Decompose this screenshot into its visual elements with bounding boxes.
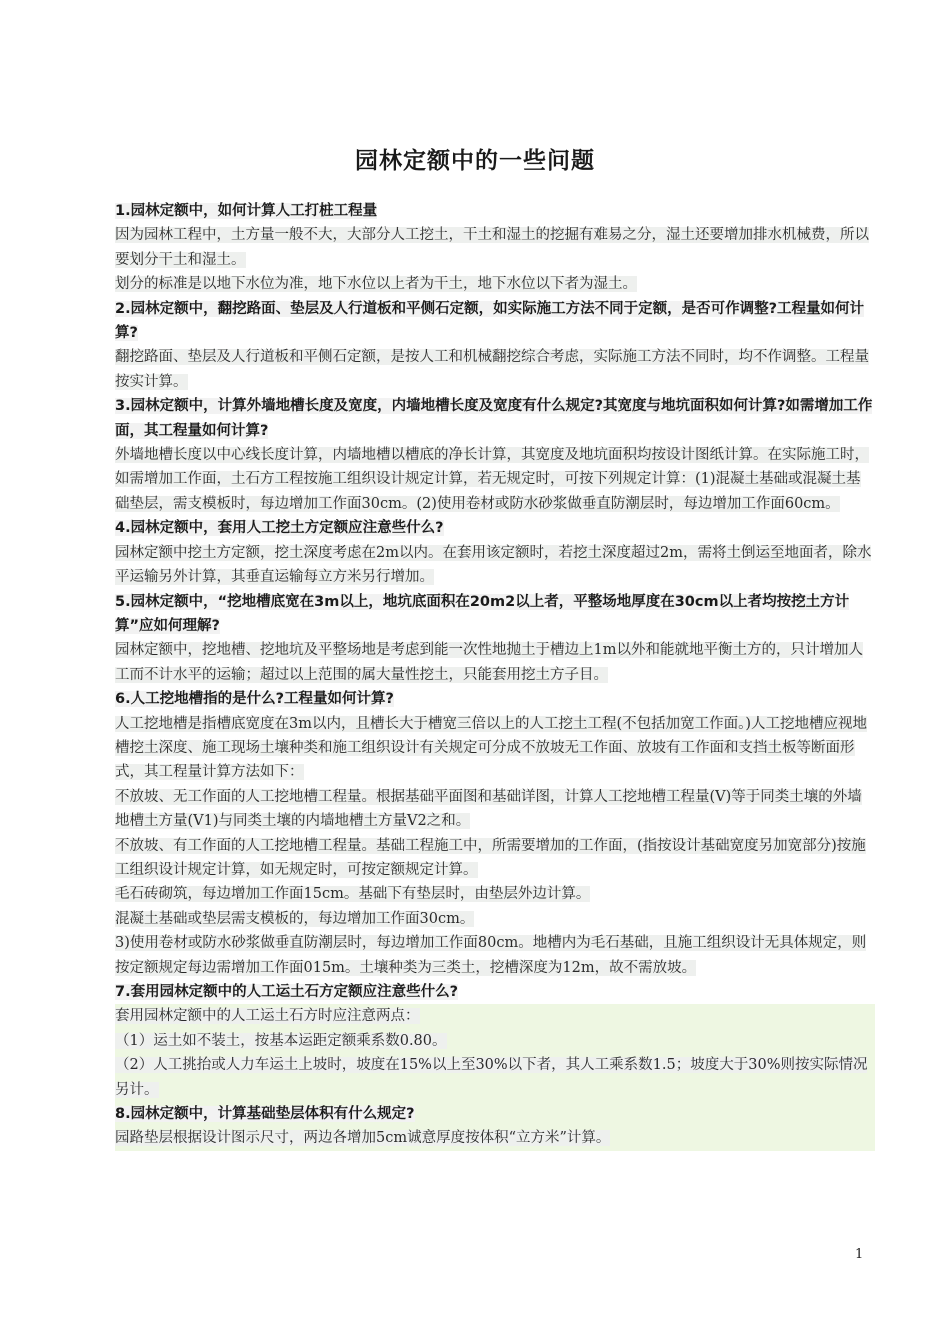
page-number: 1 bbox=[855, 1247, 864, 1262]
question-heading bbox=[115, 687, 875, 711]
question-heading bbox=[115, 199, 875, 223]
answer-paragraph bbox=[115, 931, 875, 980]
answer-paragraph bbox=[115, 1126, 875, 1150]
answer-text: 因为园林工程中，土方量一般不大，大部分人工挖土，干土和湿土的挖掘有难易之分，湿土还要增加排水机械费，所以要划分干土和湿土。 bbox=[115, 227, 869, 268]
document-body bbox=[115, 199, 875, 1151]
question-text: 3.园林定额中，计算外墙地槽长度及宽度，内墙地槽长度及宽度有什么规定?其宽度与地坑面积如何计算?如需增加工作面，其工程量如何计算? bbox=[115, 398, 873, 439]
answer-paragraph bbox=[115, 272, 875, 296]
question-text: 1.园林定额中，如何计算人工打桩工程量 bbox=[115, 203, 378, 219]
question-heading bbox=[115, 980, 875, 1004]
question-heading bbox=[115, 394, 875, 443]
question-text: 8.园林定额中，计算基础垫层体积有什么规定? bbox=[115, 1106, 415, 1123]
answer-text: 套用园林定额中的人工运土石方时应注意两点： bbox=[115, 1008, 420, 1025]
question-heading bbox=[115, 590, 875, 639]
answer-text: 园路垫层根据设计图示尺寸，两边各增加5cm诚意厚度按体积“立方米”计算。 bbox=[115, 1130, 611, 1147]
answer-text: 3)使用卷材或防水砂浆做垂直防潮层时，每边增加工作面80cm。地槽内为毛石基础，且施工组织设计无具体规定，则按定额规定每边需增加工作面015m。土壤种类为三类土，挖槽深度为12m，故不需放坡。 bbox=[115, 935, 867, 976]
answer-text: 园林定额中挖土方定额，挖土深度考虑在2m以内。在套用该定额时，若挖土深度超过2m，需将土倒运至地面者，除水平运输另外计算，其垂直运输每立方米另行增加。 bbox=[115, 544, 872, 586]
question-text: 6.人工挖地槽指的是什么?工程量如何计算? bbox=[115, 691, 394, 708]
answer-paragraph bbox=[115, 712, 875, 785]
answer-paragraph bbox=[115, 1053, 875, 1102]
answer-paragraph bbox=[115, 785, 875, 834]
question-text: 7.套用园林定额中的人工运土石方定额应注意些什么? bbox=[115, 984, 459, 1000]
question-heading bbox=[115, 1102, 875, 1126]
answer-text: 外墙地槽长度以中心线长度计算，内墙地槽以槽底的净长计算，其宽度及地坑面积均按设计图纸计算。在实际施工时，如需增加工作面，土石方工程按施工组织设计规定计算，若无规定时，可按下列规定计算：(1)混凝土基础或混凝土基础垫层，需支模板时，每边增加工作面30cm。(2)使用卷材或防水砂浆做垂直防潮层时，每边增加工作面60cm。 bbox=[115, 447, 869, 512]
answer-paragraph bbox=[115, 443, 875, 516]
question-text: 2.园林定额中，翻挖路面、垫层及人行道板和平侧石定额，如实际施工方法不同于定额，是否可作调整?工程量如何计算? bbox=[115, 300, 865, 342]
answer-paragraph bbox=[115, 882, 875, 906]
answer-text: 混凝土基础或垫层需支模板的，每边增加工作面30cm。 bbox=[115, 910, 475, 927]
question-heading bbox=[115, 516, 875, 540]
answer-text: （2）人工挑抬或人力车运土上坡时，坡度在15%以上至30%以下者，其人工乘系数1.5；坡度大于30%则按实际情况另计。 bbox=[115, 1057, 868, 1098]
question-text: 5.园林定额中，“挖地槽底宽在3m以上，地坑底面积在20m2以上者，平整场地厚度在30cm以上者均按挖土方计算”应如何理解? bbox=[115, 593, 850, 634]
answer-paragraph bbox=[115, 223, 875, 272]
answer-paragraph bbox=[115, 638, 875, 687]
answer-paragraph bbox=[115, 541, 875, 590]
answer-text: 毛石砖砌筑，每边增加工作面15cm。基础下有垫层时，由垫层外边计算。 bbox=[115, 886, 591, 903]
answer-text: （1）运土如不装土，按基本运距定额乘系数0.80。 bbox=[115, 1032, 447, 1049]
answer-text: 不放坡、有工作面的人工挖地槽工程量。基础工程施工中，所需要增加的工作面，(指按设计基础宽度另加宽部分)按施工组织设计规定计算，如无规定时，可按定额规定计算。 bbox=[115, 837, 866, 878]
answer-paragraph bbox=[115, 907, 875, 931]
question-heading bbox=[115, 297, 875, 346]
document-title: 园林定额中的一些问题 bbox=[355, 147, 595, 174]
answer-paragraph bbox=[115, 1004, 875, 1028]
answer-text: 翻挖路面、垫层及人行道板和平侧石定额，是按人工和机械翻挖综合考虑，实际施工方法不同时，均不作调整。工程量按实计算。 bbox=[115, 349, 869, 390]
answer-text: 划分的标准是以地下水位为准，地下水位以上者为干土，地下水位以下者为湿土。 bbox=[115, 276, 637, 293]
answer-paragraph bbox=[115, 1029, 875, 1053]
answer-paragraph bbox=[115, 834, 875, 883]
answer-paragraph bbox=[115, 345, 875, 394]
question-text: 4.园林定额中，套用人工挖土方定额应注意些什么? bbox=[115, 520, 444, 537]
answer-text: 不放坡、无工作面的人工挖地槽工程量。根据基础平面图和基础详图，计算人工挖地槽工程量(V)等于同类土壤的外墙地槽土方量(V1)与同类土壤的内墙地槽土方量V2之和。 bbox=[115, 788, 862, 830]
answer-text: 园林定额中，挖地槽、挖地坑及平整场地是考虑到能一次性地抛土于槽边上1m以外和能就地平衡土方的，只计增加人工而不计水平的运输；超过以上范围的属大量性挖土，只能套用挖土方子目。 bbox=[115, 642, 863, 683]
answer-text: 人工挖地槽是指槽底宽度在3m以内，且槽长大于槽宽三倍以上的人工挖土工程(不包括加宽工作面。)人工挖地槽应视地槽挖土深度、施工现场土壤种类和施工组织设计有关规定可分成不放坡无工作面、放坡有工作面和支挡土板等断面形式，其工程量计算方法如下： bbox=[115, 715, 868, 781]
